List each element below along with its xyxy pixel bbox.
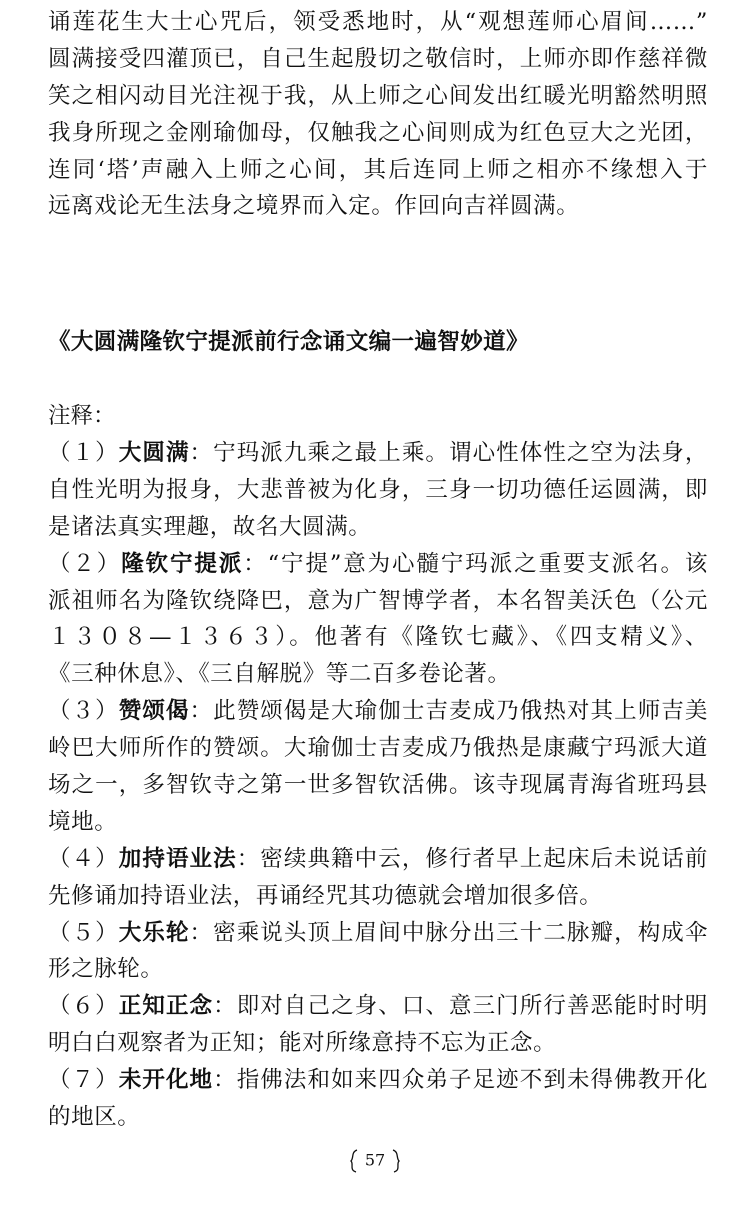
intro-line: 远离戏论无生法身之境界而入定。作回向吉祥圆满。: [48, 193, 580, 220]
note-continuation-line: 先修诵加持语业法，再诵经咒其功德就会增加很多倍。: [48, 882, 603, 909]
intro-line: 我身所现之金刚瑜伽母，仅触我之心间则成为红色豆大之光团，: [48, 119, 708, 146]
note-item: [48, 546, 708, 694]
note-term: 正知正念: [118, 993, 214, 1020]
note-continuation-line: 《三种休息》、《三自解脱》等二百多卷论著。: [48, 661, 511, 688]
note-item: [48, 1062, 708, 1136]
note-continuation-line: １３０８—１３６３）。他著有《隆钦七藏》、《四支精义》、: [48, 624, 708, 651]
intro-line: 诵莲花生大士心咒后，领受悉地时，从“观想莲师心眉间……”: [48, 9, 708, 35]
note-text: ：密乘说头顶上眉间中脉分出三十二脉瓣，构成伞: [189, 919, 708, 946]
note-first-line: [48, 1062, 708, 1099]
page-footer: [0, 1148, 750, 1174]
note-first-line: [48, 988, 708, 1025]
note-first-line: [48, 841, 708, 878]
notes-list: [48, 435, 708, 1136]
note-text: ：指佛法和如来四众弟子足迹不到未得佛教开化: [213, 1067, 708, 1094]
intro-line: 笑之相闪动目光注视于我，从上师之心间发出红暖光明豁然明照: [48, 82, 708, 109]
note-number: （５）: [48, 919, 119, 946]
note-term: 未开化地: [118, 1067, 214, 1094]
note-item: [48, 435, 708, 546]
note-item: [48, 988, 708, 1062]
note-text: ：宁玛派九乘之最上乘。谓心性体性之空为法身，: [189, 440, 708, 466]
note-item: [48, 915, 708, 989]
note-text: ：此赞颂偈是大瑜伽士吉麦成乃俄热对其上师吉美: [189, 698, 708, 725]
page-number: 57: [364, 1150, 386, 1170]
note-first-line: [48, 435, 708, 472]
intro-line: 连同‘塔’声融入上师之心间，其后连同上师之相亦不缘想入于: [48, 156, 708, 183]
note-term: 赞颂偈: [118, 698, 190, 725]
note-continuation-line: 岭巴大师所作的赞颂。大瑜伽士吉麦成乃俄热是康藏宁玛派大道: [48, 735, 708, 762]
note-first-line: [48, 693, 708, 730]
intro-paragraph: [48, 4, 708, 225]
note-text: ：密续典籍中云，修行者早上起床后未说话前: [236, 845, 708, 872]
note-item: [48, 693, 708, 841]
right-brace-ornament-icon: [390, 1148, 404, 1174]
note-number: （７）: [48, 1067, 119, 1094]
note-continuation-line: 派祖师名为隆钦绕降巴，意为广智博学者，本名智美沃色（公元: [48, 587, 708, 614]
section-heading: 《大圆满隆钦宁提派前行念诵文编一遍智妙道》: [48, 329, 529, 355]
note-item: [48, 841, 708, 915]
note-term: 大乐轮: [118, 919, 190, 946]
note-continuation-line: 场之一，多智钦寺之第一世多智钦活佛。该寺现属青海省班玛县: [48, 772, 708, 799]
note-continuation-line: 的地区。: [48, 1104, 141, 1131]
note-continuation-line: 自性光明为报身，大悲普被为化身，三身一切功德任运圆满，即: [48, 476, 708, 503]
note-number: （２）: [48, 550, 122, 577]
note-continuation-line: 明白白观察者为正知；能对所缘意持不忘为正念。: [48, 1030, 557, 1057]
note-term: 隆钦宁提派: [121, 550, 244, 577]
note-text: ：即对自己之身、口、意三门所行善恶能时时明: [213, 993, 708, 1020]
note-continuation-line: 是诸法真实理趣，故名大圆满。: [48, 513, 372, 540]
note-number: （１）: [48, 440, 119, 466]
note-first-line: [48, 915, 708, 952]
note-term: 加持语业法: [118, 845, 237, 872]
note-continuation-line: 境地。: [48, 808, 118, 835]
intro-line: 圆满接受四灌顶已，自己生起殷切之敬信时，上师亦即作慈祥微: [48, 45, 708, 72]
notes-label: 注释：: [48, 403, 116, 429]
note-continuation-line: 形之脉轮。: [48, 956, 164, 983]
note-number: （４）: [48, 845, 119, 872]
left-brace-ornament-icon: [346, 1148, 360, 1174]
note-first-line: [48, 546, 708, 583]
note-text: ：“宁提”意为心髓宁玛派之重要支派名。该: [243, 550, 708, 577]
note-number: （３）: [48, 698, 119, 725]
note-number: （６）: [48, 993, 119, 1020]
note-term: 大圆满: [118, 440, 190, 466]
